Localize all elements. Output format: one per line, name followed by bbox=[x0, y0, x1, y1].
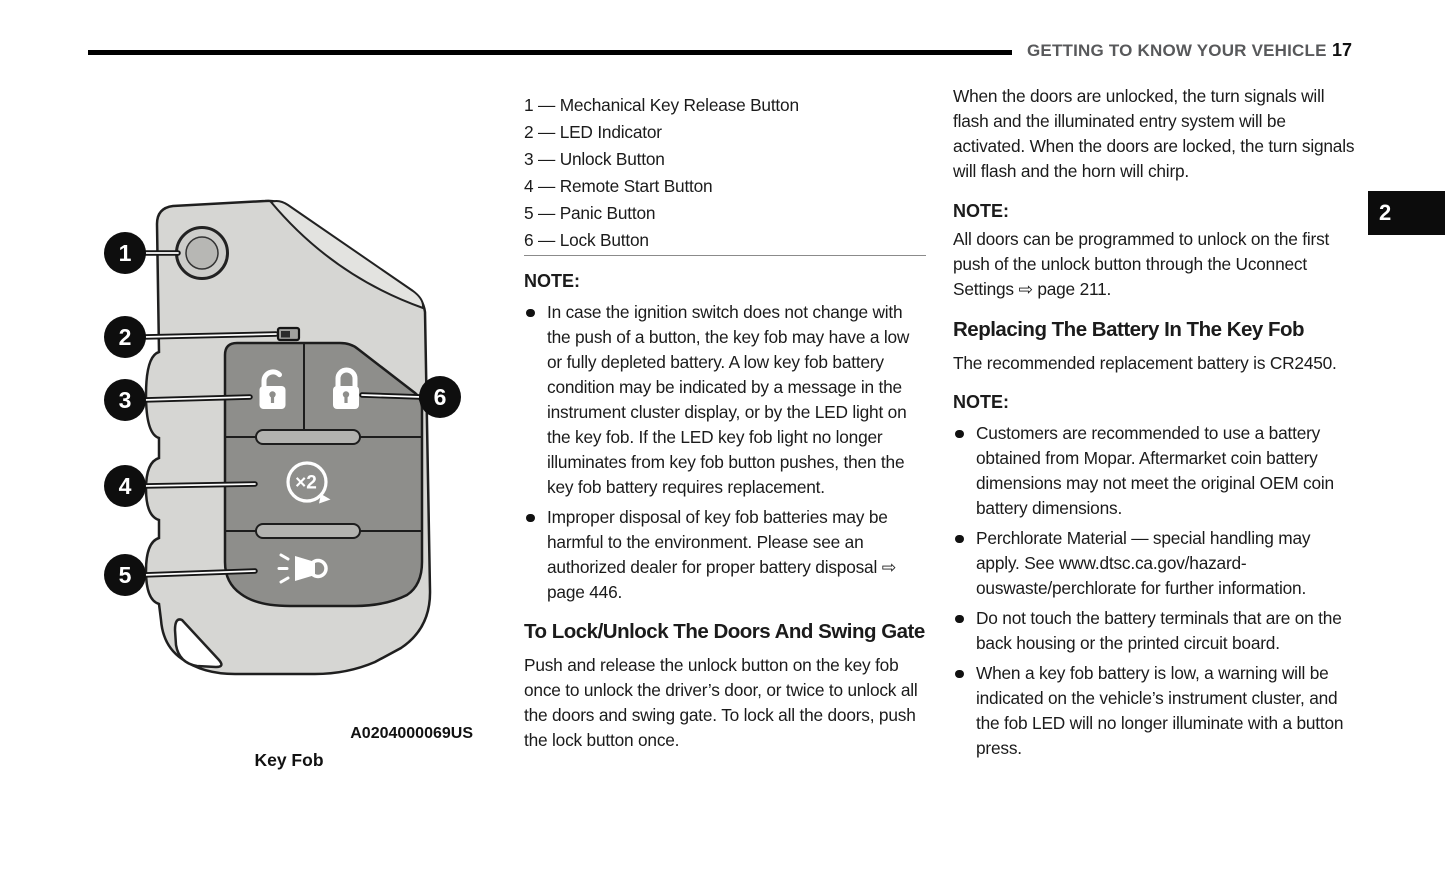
page-number: 17 bbox=[1332, 40, 1353, 60]
callout-5 bbox=[104, 554, 146, 596]
key-release-button bbox=[177, 228, 228, 279]
svg-text:1: 1 bbox=[118, 240, 132, 266]
legend-item-5: 5 — Panic Button bbox=[524, 202, 656, 223]
chapter-tab bbox=[1368, 191, 1445, 235]
note-bullet-list bbox=[953, 421, 1355, 761]
key-fob-figure bbox=[85, 190, 493, 790]
callout-1 bbox=[104, 232, 146, 274]
svg-text:2: 2 bbox=[118, 324, 132, 350]
section-heading-lock-unlock: To Lock/Unlock The Doors And Swing Gate bbox=[524, 620, 925, 644]
note-bullet: Customers are recommended to use a battery obtained from Mopar. Aftermarket coin battery dimensions may not meet the original OEM coin battery dimensions. bbox=[953, 421, 1355, 521]
callout-2 bbox=[104, 316, 146, 358]
legend-item-2: 2 — LED Indicator bbox=[524, 121, 662, 142]
svg-text:3: 3 bbox=[118, 387, 132, 413]
figure-legend bbox=[524, 92, 926, 253]
svg-text:5: 5 bbox=[118, 562, 132, 588]
chapter-tab-number: 2 bbox=[1379, 200, 1392, 225]
note-label: NOTE: bbox=[953, 392, 1009, 412]
legend-item-4: 4 — Remote Start Button bbox=[524, 175, 713, 196]
note-bullet: Do not touch the battery terminals that are on the back housing or the printed circuit board. bbox=[953, 606, 1355, 656]
remote-start-label: ×2 bbox=[295, 472, 317, 494]
paragraph: When the doors are unlocked, the turn signals will flash and the illuminated entry system will be activated. When the doors are locked, the turn signals will flash and the horn will chirp. bbox=[953, 86, 1355, 181]
section-body: Push and release the unlock button on the key fob once to unlock the driver’s door, or twice to unlock all the doors and swing gate. To lock all the doors, push the lock button once. bbox=[524, 655, 918, 751]
note-body: All doors can be programmed to unlock on the first push of the unlock button through the Uconnect Settings ⇨ page 211. bbox=[953, 229, 1330, 299]
legend-item-6: 6 — Lock Button bbox=[524, 229, 649, 250]
note-bullet: In case the ignition switch does not change with the push of a button, the key fob may have a low or fully depleted battery. A low key fob battery condition may be indicated by a message in the instrument cluster display, or by the LED light on the key fob. If the LED key fob light no longer illuminates from key fob button pushes, then the key fob battery requires replacement. bbox=[524, 300, 926, 500]
note-bullet: Improper disposal of key fob batteries may be harmful to the environment. Please see an authorized dealer for proper battery disposal ⇨ page 446. bbox=[524, 505, 926, 605]
section-heading-battery: Replacing The Battery In The Key Fob bbox=[953, 318, 1305, 341]
middle-column bbox=[524, 92, 926, 753]
key-fob-illustration bbox=[85, 190, 493, 710]
callout-6 bbox=[419, 376, 461, 418]
right-column bbox=[953, 84, 1355, 761]
legend-item-3: 3 — Unlock Button bbox=[524, 148, 665, 169]
note-label: NOTE: bbox=[953, 201, 1009, 221]
header-rule bbox=[88, 50, 1012, 55]
callout-4 bbox=[104, 465, 146, 507]
panel-pill-bottom bbox=[256, 524, 360, 538]
led-indicator bbox=[278, 328, 299, 340]
note-label: NOTE: bbox=[524, 271, 580, 292]
svg-text:6: 6 bbox=[433, 384, 447, 410]
note-bullet: Perchlorate Material — special handling may apply. See www.dtsc.ca.gov/hazard-ouswaste/perchlorate for further information. bbox=[953, 526, 1355, 601]
figure-caption: Key Fob bbox=[254, 750, 324, 770]
svg-text:4: 4 bbox=[118, 473, 132, 499]
legend-divider bbox=[524, 255, 926, 256]
legend-item-1: 1 — Mechanical Key Release Button bbox=[524, 95, 799, 115]
running-header-title: GETTING TO KNOW YOUR VEHICLE bbox=[1027, 41, 1327, 60]
note-bullet: When a key fob battery is low, a warning will be indicated on the vehicle’s instrument cluster, and the fob LED will no longer illuminate with a button press. bbox=[953, 661, 1355, 761]
note-bullet-list bbox=[524, 300, 926, 605]
callout-3 bbox=[104, 379, 146, 421]
panel-pill-top bbox=[256, 430, 360, 444]
section-body: The recommended replacement battery is CR2450. bbox=[953, 353, 1337, 373]
figure-image-code: A0204000069US bbox=[350, 725, 473, 742]
